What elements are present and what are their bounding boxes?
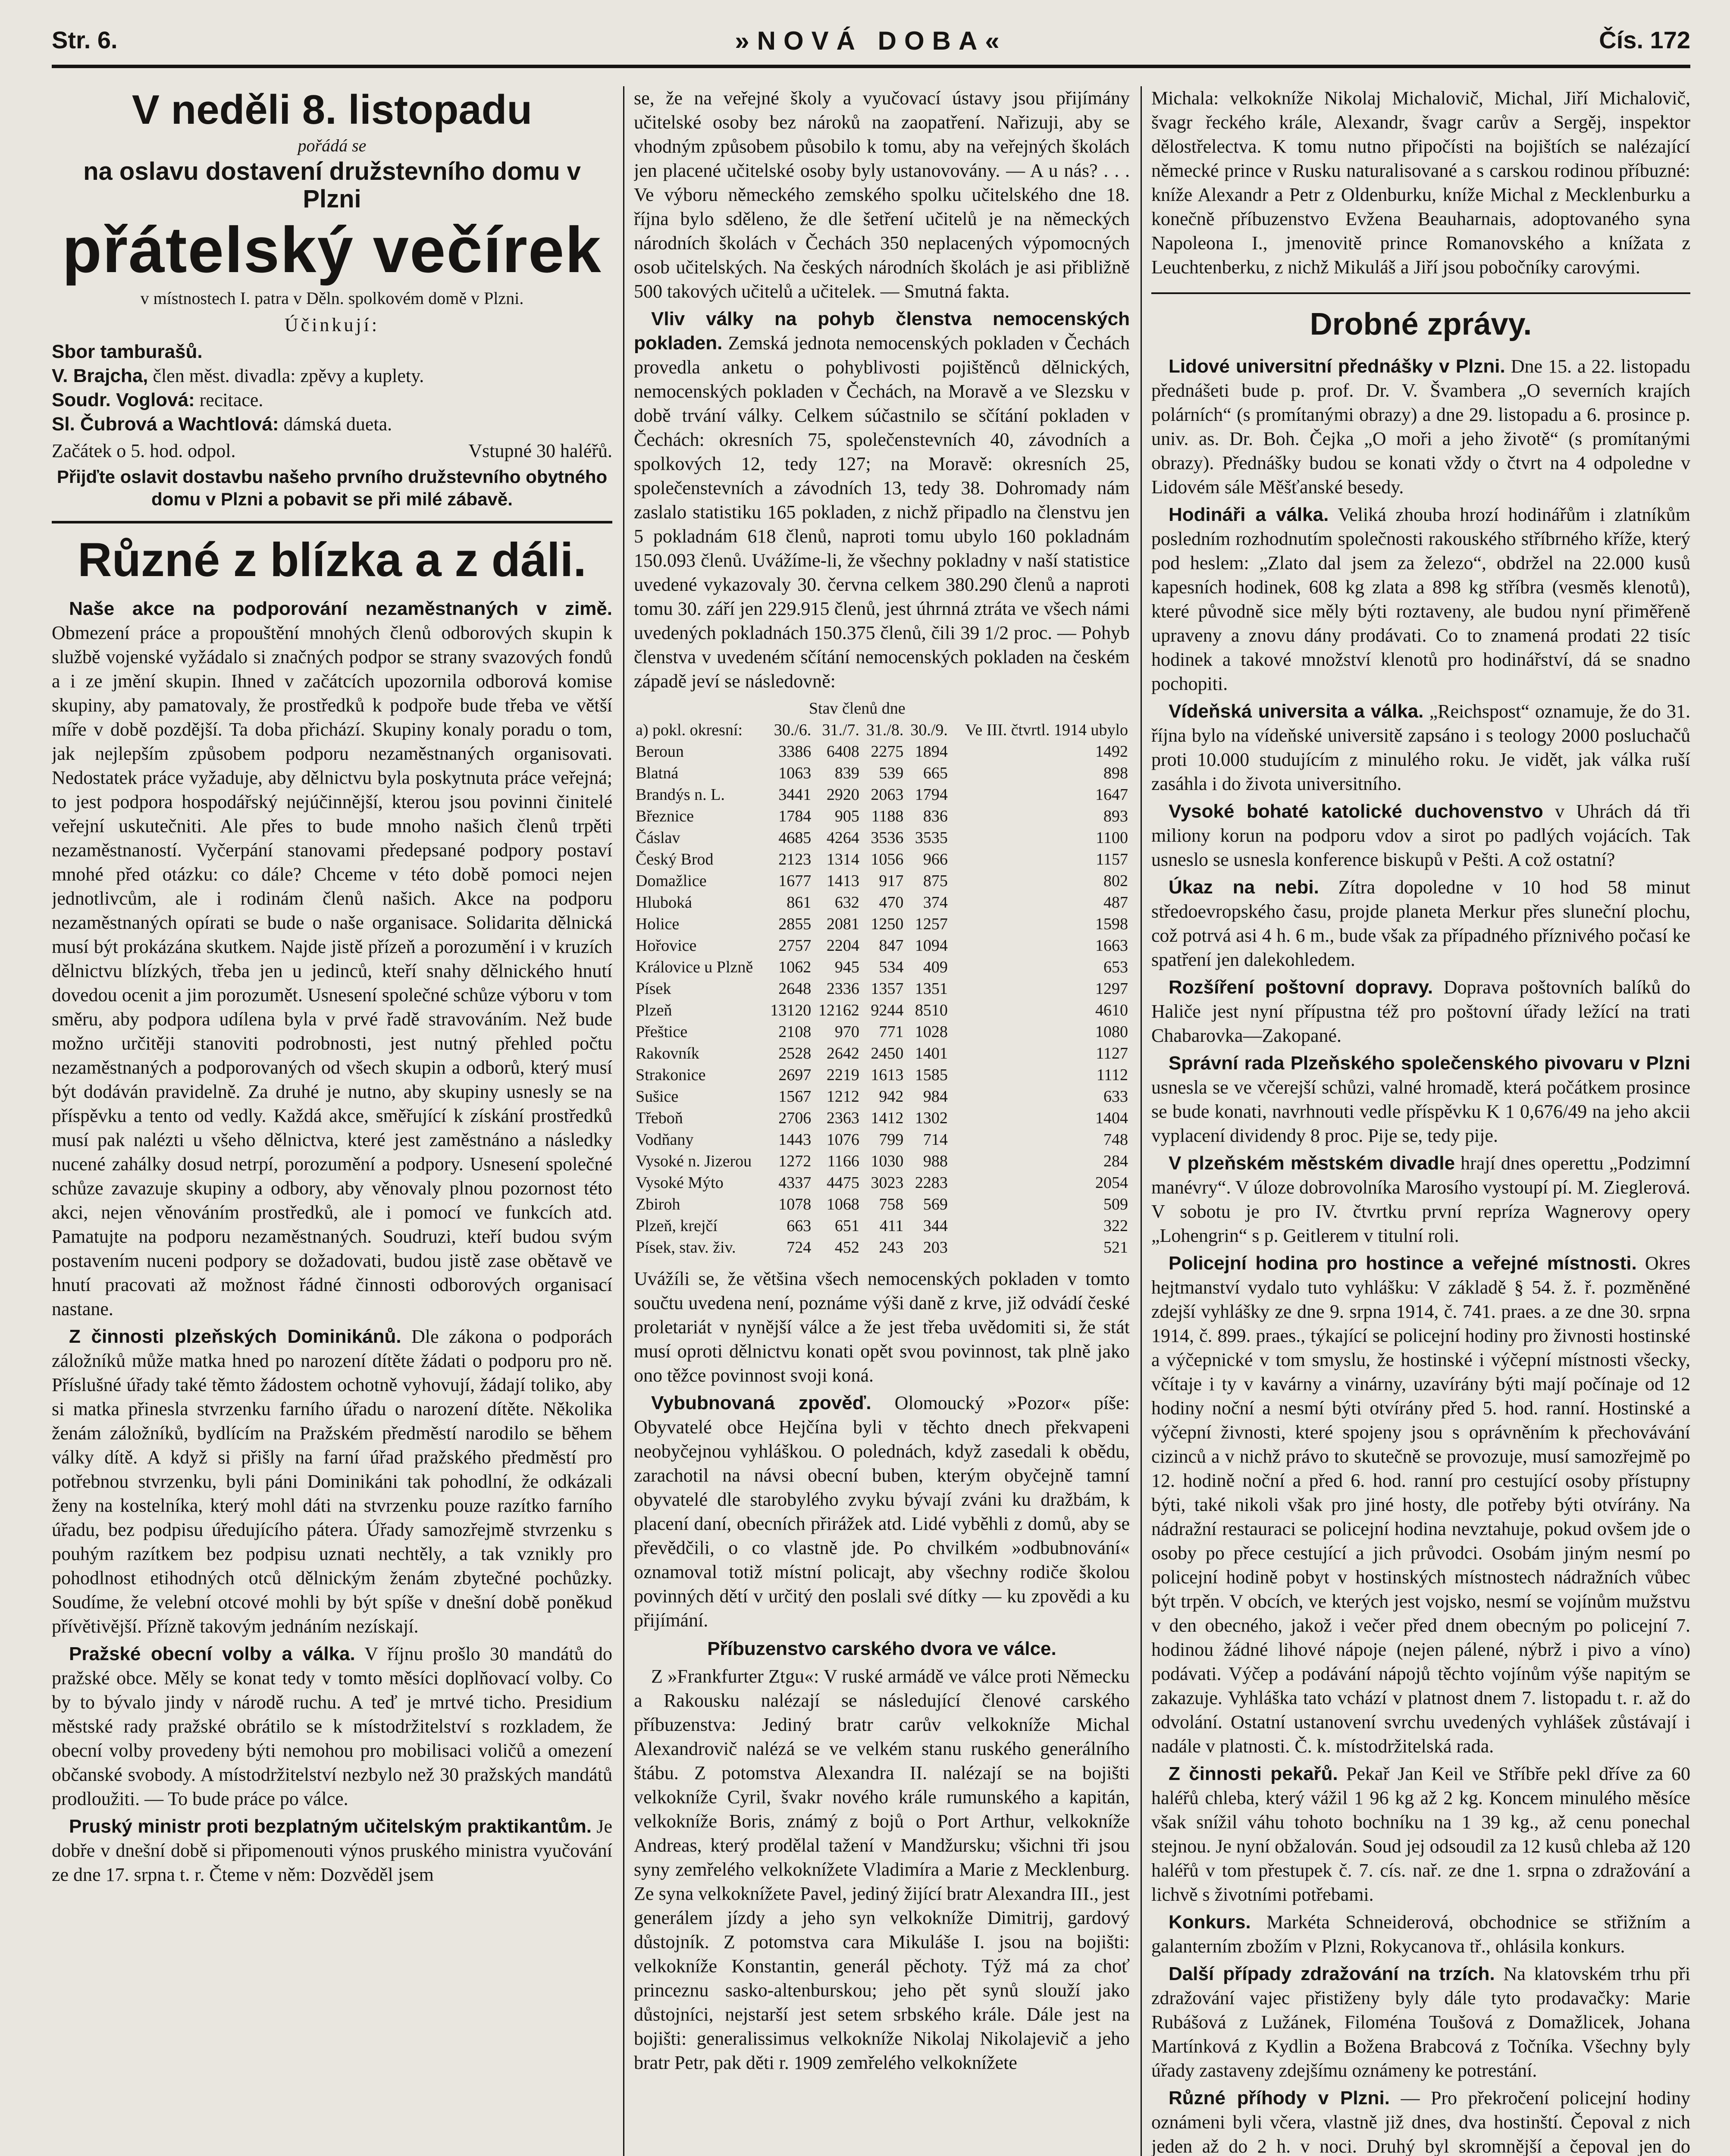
table-row xyxy=(634,892,1130,913)
table-cell-value: 13120 xyxy=(770,1001,812,1019)
table-cell-value: 988 xyxy=(923,1152,948,1170)
table-row xyxy=(634,870,1130,892)
table-cell-value: 569 xyxy=(923,1195,948,1213)
table-cell-value: 1076 xyxy=(826,1131,859,1149)
article-heading: Z činnosti plzeňských Dominikánů. xyxy=(69,1326,401,1347)
table-cell-value: 3386 xyxy=(778,743,812,761)
news-item-heading: Různé příhody v Plzni. xyxy=(1169,2087,1390,2109)
column-1 xyxy=(52,86,612,2156)
table-body xyxy=(634,741,1130,1258)
table-row xyxy=(634,1215,1130,1237)
table-cell-district: Zbiroh xyxy=(636,1195,680,1213)
table-cell-value: 1677 xyxy=(778,872,812,890)
table-cell-value: 4475 xyxy=(826,1174,859,1192)
table-cell-district: Beroun xyxy=(636,743,684,761)
issue-number: Čís. 172 xyxy=(1599,26,1690,53)
news-item-heading: Další případy zdražování na trzích. xyxy=(1169,1963,1495,1984)
table-cell-value: 1157 xyxy=(1096,850,1128,868)
table-cell-value: 2123 xyxy=(778,850,812,868)
table-cell-value: 4610 xyxy=(1095,1001,1128,1019)
table-row xyxy=(634,849,1130,870)
table-cell-value: 521 xyxy=(1103,1238,1128,1257)
table-row xyxy=(634,1150,1130,1172)
news-item-body: — Pro překročení policejní hodiny oznámeni byli včera, vlastně již dnes, dva hostinští. Čepoval z nich jeden až do 2 h. v noci. Druhý byl skromnější a čepoval jen do xyxy=(1151,2087,1690,2156)
ad-invitation: Přijďte oslavit dostavbu našeho prvního družstevního obytného domu v Plzni a pobavit se při milé zábavě. xyxy=(56,467,608,509)
table-cell-value: 1413 xyxy=(826,872,859,890)
table-cell-value: 1250 xyxy=(871,915,904,933)
table-cell-district: Královice u Plzně xyxy=(636,958,753,976)
table-cell-value: 771 xyxy=(879,1023,904,1041)
table-cell-district: Vysoké n. Jizerou xyxy=(636,1152,752,1170)
table-cell-value: 1212 xyxy=(826,1087,859,1106)
news-items xyxy=(1151,354,1690,2156)
article-heading: Pruský ministr proti bezplatným učitelským praktikantům. xyxy=(69,1816,592,1837)
table-cell-value: 1401 xyxy=(915,1044,948,1062)
table-cell-value: 2336 xyxy=(826,980,859,998)
table-cell-value: 1272 xyxy=(778,1152,812,1170)
table-cell-value: 2275 xyxy=(871,743,904,761)
news-item-body: Dne 15. a 22. listopadu přednášeti bude p. prof. Dr. V. Švambera „O severních krajích polárních“ (s promítanými obrazy) a dne 29. listopadu a 6. prosince p. univ. as. Dr. Boh. Čejka „O moři a jeho životě“ (s promítanými obrazy). Přednášky budou se konati vždy o čtvrt na 4 odpoledne v Lidovém sále Měšťanské besedy. xyxy=(1151,356,1690,498)
column-rule xyxy=(623,86,624,2156)
news-item-body: Pekař Jan Keil ve Stříbře pekl dříve za 60 haléřů chleba, který vážil 1 96 kg až 2 kg. Koncem minulého měsíce však snížil váhu tohoto bochníku na 1 39 kg., až cenu ponechal stejnou. Je nyní obžalován. Soud jej odsoudil za 12 kusů chleba až 120 haléřů v tom přestupek č. 7. cís. nař. ze dne 1. srpna o zdražování a lichvě s životními potřebami. xyxy=(1151,1763,1690,1905)
ad-participants-label: Účinkují: xyxy=(284,314,380,335)
table-row xyxy=(634,827,1130,849)
table-cell-value: 4264 xyxy=(826,829,859,847)
table-cell-value: 374 xyxy=(923,893,948,912)
table-row xyxy=(634,1021,1130,1043)
page-header xyxy=(52,17,1690,68)
news-item xyxy=(1151,2086,1690,2156)
news-item-heading: Konkurs. xyxy=(1169,1912,1251,1933)
news-item-body: Markéta Schneiderová, obchodnice se střižním a galanterním zbožím v Plzni, Rokycanova tř., ohlásila konkurs. xyxy=(1151,1912,1690,1957)
table-cell-value: 2528 xyxy=(778,1044,812,1062)
article-body: V říjnu prošlo 30 mandátů do pražské obce. Měly se konat tedy v tomto měsíci doplňovací volby. Co by to bývalo jindy v národě ruchu. A teď je mrtvé ticho. Presidium městské rady pražské obrátilo se k místodržitelství s rozkladem, že obecní volby provedeny býti nemohou pro mobilisaci voličů a omezení občanské svobody. A místodržitelství nezbylo než 30 pražských mandátů prodloužiti. — To bude práce po válce. xyxy=(52,1643,612,1809)
table-cell-value: 1894 xyxy=(915,743,948,761)
table-cell-value: 1663 xyxy=(1095,937,1128,955)
table-row xyxy=(634,1194,1130,1215)
column-rule xyxy=(1141,86,1142,2156)
table-cell-district: Hořovice xyxy=(636,937,697,955)
table-row xyxy=(634,935,1130,956)
table-cell-value: 1078 xyxy=(778,1195,812,1213)
news-item-heading: Lidové universitní přednášky v Plzni. xyxy=(1169,356,1505,377)
news-item-body: „Reichspost“ oznamuje, že do 31. října bylo na vídeňské universitě zapsáno i s teology 2000 posluchačů proti 10.000 studujícím z minulého roku. Je vidět, jak válka ruší zasáhla i do života universitního. xyxy=(1151,701,1690,794)
ad-entry-fee: Vstupné 30 haléřů. xyxy=(468,440,612,461)
table-cell-value: 2648 xyxy=(778,980,812,998)
article-heading: Vliv války na pohyb členstva nemocenských pokladen. xyxy=(634,308,1130,354)
table-cell-value: 748 xyxy=(1103,1131,1128,1149)
table-cell-value: 2855 xyxy=(778,915,812,933)
news-item-body: usnesla se ve včerejší schůzi, valné hromadě, která počátkem prosince se bude konati, navrhnouti vedle příspěvku K 1 0,676/49 na jeho akcii vyplacení dividendy 8 proc. Pije se, tedy pije. xyxy=(1151,1077,1690,1146)
table-row xyxy=(634,1043,1130,1064)
table-cell-value: 1056 xyxy=(871,850,904,868)
table-cell-value: 1188 xyxy=(871,807,904,825)
article-body: Olomoucký »Pozor« píše: Obyvatelé obce Hejčína byli v těchto dnech překvapeni neobyčejnou vyhláškou. O polednách, když zasedali k obědu, zarachotil na návsi obecní buben, kterým obyčejně tamní obyvatelé dle starobylého zvyku bývají zváni ku dražbám, k placení daní, obecních přirážek atd. Lidé vyběhli z domů, aby se převědčili, o co vlastně jde. Po chvilkém »odbubnování« oznamoval totiž místní policajt, aby všechny rodiče školou povinných dětí v určitý den poslali své dítky — ku zpovědi a ku přijímání. xyxy=(634,1392,1130,1631)
news-item xyxy=(1151,1151,1690,1248)
table-cell-value: 344 xyxy=(923,1217,948,1235)
table-cell-value: 1567 xyxy=(778,1087,812,1106)
news-item xyxy=(1151,1762,1690,1907)
news-item-heading: Policejní hodina pro hostince a veřejné místnosti. xyxy=(1169,1253,1637,1274)
table-cell-value: 1412 xyxy=(871,1109,904,1127)
column-3 xyxy=(1151,86,1690,2156)
table-cell-value: 1351 xyxy=(915,980,948,998)
table-cell-district: Blatná xyxy=(636,764,679,782)
table-cell-district: Vysoké Mýto xyxy=(636,1174,724,1192)
ad-performer: Sl. Čubrová a Wachtlová: dámská dueta. xyxy=(52,414,392,435)
table-cell-district: Plzeň, krejčí xyxy=(636,1217,718,1235)
table-cell-value: 1598 xyxy=(1095,915,1128,933)
table-cell-value: 2081 xyxy=(826,915,859,933)
table-cell-value: 898 xyxy=(1103,764,1128,782)
table-row xyxy=(634,1086,1130,1107)
news-item-body: hrají dnes operettu „Podzimní manévry“. V úloze dobrovolníka Marosího vystoupí pí. M. Zieglerová. V sobotu je pro IV. čtvrtku první repríza Wagnerovy opery „Lohengrin“ s p. Geitlerem v titulní roli. xyxy=(1151,1153,1690,1246)
table-cell-value: 322 xyxy=(1103,1217,1128,1235)
table-cell-district: Rakovník xyxy=(636,1044,699,1062)
table-cell-value: 966 xyxy=(923,850,948,868)
table-cell-value: 2642 xyxy=(826,1044,859,1062)
table-cell-value: 470 xyxy=(879,893,904,912)
table-cell-value: 1784 xyxy=(778,807,812,825)
table-cell-value: 1030 xyxy=(871,1152,904,1170)
masthead-title: »NOVÁ DOBA« xyxy=(735,26,1007,55)
table-cell-value: 1068 xyxy=(826,1195,859,1213)
table-cell-value: 1314 xyxy=(826,850,859,868)
table-caption: Stav členů dne xyxy=(809,699,906,718)
table-cell-district: Hluboká xyxy=(636,893,692,912)
news-item-heading: Správní rada Plzeňského společenského pivovaru v Plzni xyxy=(1169,1053,1690,1074)
table-cell-value: 1127 xyxy=(1096,1044,1128,1062)
table-cell-value: 2920 xyxy=(826,786,859,804)
ad-performer: Soudr. Voglová: recitace. xyxy=(52,389,263,411)
news-item xyxy=(1151,1962,1690,2083)
table-header: 31./8. xyxy=(866,721,904,739)
ad-start: Začátek o 5. hod. odpol. xyxy=(52,440,236,461)
table-cell-value: 758 xyxy=(879,1195,904,1213)
table-cell-value: 3535 xyxy=(915,829,948,847)
table-row xyxy=(634,1064,1130,1086)
table-cell-value: 1492 xyxy=(1095,743,1128,761)
event-advertisement xyxy=(52,86,612,523)
table-group-label: a) pokl. okresní: xyxy=(636,721,743,739)
table-row xyxy=(634,913,1130,935)
table-cell-value: 799 xyxy=(879,1131,904,1149)
news-item-heading: Hodináři a válka. xyxy=(1169,504,1329,525)
news-item-heading: Úkaz na nebi. xyxy=(1169,877,1319,898)
table-header: 30./6. xyxy=(774,721,812,739)
table-cell-value: 847 xyxy=(879,937,904,955)
news-item-body: Okres hejtmanství vydalo tuto vyhlášku: V základě § 54. ž. ř. pozměněné zdejší vyhlášky ze dne 9. srpna 1914, č. 741. praes. a ze dne 30. srpna 1914, č. 899. praes., týkající se policejní hodiny pro živnosti hostinské a výčepnické v tom smyslu, že hostinské i výčepní místnosti všecky, včítaje i ty v kavárny a vinárny, uzavírány býti mají počínaje od 12 hodiny noční a nesmí býti otvírány před 5. hod. ranní. Hostinské a výčepní živnosti, které spojeny jsou s oprávněním k přechovávání cizinců a v nichž právo to skutečně se provozuje, musí samozřejmě po 12. hodině noční a před 6. hod. ranní pro cestující osoby přístupny býti, také nikoli však pro jiné hosty, dle potřeby býti otvírány. Na nádražní restauraci se policejní hodina nevztahuje, pokud ovšem jde o osoby po přece cestující a jich průvodci. Osobám jiným nesmí po policejní hodině pobyt v hostinských místnostech nádražních vůbec být trpěn. V obcích, ve kterých jest vojsko, nesmí se vojínům mužstvu v den obecného, jakož i večer před dnem obecným po policejní 7. hodinou žádné lihové nápoje (nejen pálené, nýbrž i pivo a víno) podávati. Výčep a podávání nápojů těchto vojínům výše napitým se zakazuje. Vyhláška tato vchází v platnost dnem 7. listopadu t. r. až do odvolání. Ostatní ustanovení svrchu uvedených vyhlášek zůstávají i nadále v platnosti. Č. k. místodržitelská rada. xyxy=(1151,1253,1690,1757)
table-cell-value: 984 xyxy=(923,1087,948,1106)
table-cell-value: 1080 xyxy=(1095,1023,1128,1041)
table-cell-value: 1257 xyxy=(915,915,948,933)
news-item-heading: Z činnosti pekařů. xyxy=(1169,1763,1338,1784)
table-cell-value: 802 xyxy=(1103,872,1128,890)
news-item xyxy=(1151,503,1690,696)
table-cell-district: Březnice xyxy=(636,807,694,825)
table-cell-value: 2108 xyxy=(778,1023,812,1041)
table-cell-district: Plzeň xyxy=(636,1001,672,1019)
table-cell-value: 1094 xyxy=(915,937,948,955)
table-cell-value: 714 xyxy=(923,1131,948,1149)
page-number: Str. 6. xyxy=(52,26,118,53)
table-cell-value: 1100 xyxy=(1096,829,1128,847)
article-heading: Vybubnovaná zpověď. xyxy=(651,1392,871,1413)
news-item xyxy=(1151,354,1690,499)
article-body: Michala: velkokníže Nikolaj Michalovič, Michal, Jiří Michalovič, švagr řeckého krále, Alexandr, švagr carův a Sergěj, inspektor dělostřelectva. K tomu nutno připočísti na bojištích se nalézající německé prince v Rusku naturalisované a s carskou rodinou příbuzné: kníže Alexandr a Petr z Oldenburku, kníže Michal z Mecklenburku a konečně příbuzenstvo Evžena Beauharnais, adoptovaného syna Napoleona I., jmenovitě prince Romanovského a knížata z Leuchtenberku, z nichž Mikuláš a Jiří jsou pobočníky carovými. xyxy=(1151,88,1690,278)
table-cell-value: 724 xyxy=(787,1238,812,1257)
table-header: Ve III. čtvrtl. 1914 ubylo xyxy=(965,721,1128,739)
table-cell-value: 2363 xyxy=(826,1109,859,1127)
table-cell-district: Třeboň xyxy=(636,1109,683,1127)
table-header: 30./9. xyxy=(910,721,948,739)
table-cell-value: 839 xyxy=(834,764,859,782)
table-row xyxy=(634,956,1130,978)
table-cell-value: 9244 xyxy=(871,1001,904,1019)
ad-subline: pořádá se xyxy=(298,136,367,155)
table-cell-value: 861 xyxy=(787,893,812,912)
table-cell-value: 1794 xyxy=(915,786,948,804)
table-cell-value: 3536 xyxy=(871,829,904,847)
table-cell-district: Vodňany xyxy=(636,1131,694,1149)
article-heading: Pražské obecní volby a válka. xyxy=(69,1643,355,1664)
table-cell-district: Brandýs n. L. xyxy=(636,786,725,804)
ad-venue: v místnostech I. patra v Děln. spolkovém domě v Plzni. xyxy=(140,288,524,308)
membership-table xyxy=(634,698,1130,1258)
article-body: Obmezení práce a propouštění mnohých členů odborových skupin k službě vojenské vyžádalo si značných podpor se strany svazových fondů a i ze jmění skupin. Ihned v začátcích upozornila odborová komise skupiny, aby pamatovaly, že prostředků k podpoře bude třeba ve větší míře v době pozdější. Ta doba přichází. Skupiny konaly poradu o tom, jak nejlepším způsobem podporu nezaměstnaných organisovati. Nedostatek práce vyžaduje, aby dělnictvu byla poskytnuta práce veřejná; to jest podpora hospodářský nejúčinnější, kterou jsou povinni činitelé veřejní uskutečniti. Ale přes to bude mnoho našich členů trpěti nezaměstnaností. Vyčerpání stanovami předepsané podpory postaví mnohé před otázku: co dále? Chceme v této době pomoci nejen jednotlivcům, ale i rodinám členů našich. Akce na podporu nezaměstnaných opírati se bude o naše organisace. Solidarita dělnická musí být prokázána skutkem. Najde jistě přízeň a porozumění i v kruzích dělnictvu blízkých, třeba jen u jedinců, kteří snahy dělnického hnutí dovedou ocenit a jim porozumět. Usnesení společné schůze výboru v tom směru, aby podpora udílena byla v prvé řadě stravováním. Než bude možno určitěji stanoviti podrobnosti, jest nutný přehled počtu nezaměstnaných a podporovaných od všech skupin a odborů, který musí být dodáván pravidelně. Za druhé je nutno, aby skupiny usnesly se na příspěvku a tento od vedly. Každá akce, směřující k získání prostředků musí pak nalézti u všeho dělnictva, které jest zaměstnáno a následky nucené zahálky dosud netrpí, porozumění a podpory. Usnesení společné schůze zavazuje skupiny a odbory, aby věnovaly plnou pozornost této akci, nejen věnováním prostředků, ale i pomocí ve funkcích atd. Pamatujte na podporu nezaměstnaných. Soudruzi, kteří budou svým postavením nuceni podpory se dožadovati, budou jistě zase obětavě ve hnutí pracovati až možnost řádné činnosti odborových organisací nastane. xyxy=(52,622,612,1319)
table-row xyxy=(634,978,1130,1000)
table-cell-value: 452 xyxy=(834,1238,859,1257)
table-cell-value: 905 xyxy=(834,807,859,825)
news-item-body: v Uhrách dá tři miliony korun na podporu vdov a sirot po padlých vojácích. Tak usneslo se usnesla konference biskupů v Pešti. A což ostatní? xyxy=(1151,801,1690,870)
table-cell-value: 1443 xyxy=(778,1131,812,1149)
table-cell-value: 3441 xyxy=(778,786,812,804)
table-row xyxy=(634,1172,1130,1194)
table-cell-value: 875 xyxy=(923,872,948,890)
table-cell-value: 203 xyxy=(923,1238,948,1257)
table-cell-value: 917 xyxy=(879,872,904,890)
table-cell-value: 1297 xyxy=(1095,980,1128,998)
table-cell-value: 2063 xyxy=(871,786,904,804)
table-row xyxy=(634,1237,1130,1258)
table-row xyxy=(634,1000,1130,1021)
table-cell-value: 942 xyxy=(879,1087,904,1106)
news-item xyxy=(1151,875,1690,972)
table-cell-value: 6408 xyxy=(826,743,859,761)
table-cell-district: Domažlice xyxy=(636,872,707,890)
table-row xyxy=(634,1107,1130,1129)
news-item-heading: Rozšíření poštovní dopravy. xyxy=(1169,977,1433,998)
table-cell-value: 12162 xyxy=(818,1001,859,1019)
news-item-body: Na klatovském trhu při zdražování vajec přistiženy byly dále tyto prodavačky: Marie Rubášová z Lužánek, Filoména Toušová z Domažlicek, Johana Martínková z Kydlin a Božena Brabcová z Točníka. Všechny byly úřady zastaveny zdejšímu oznámeny ke potrestání. xyxy=(1151,1963,1690,2081)
news-item xyxy=(1151,1910,1690,1959)
table-cell-value: 2706 xyxy=(778,1109,812,1127)
table-cell-district: Písek, stav. živ. xyxy=(636,1238,736,1257)
article-body: Zemská jednota nemocenských pokladen v Čechách provedla anketu o pohyblivosti pojištěnců dělnických, nemocenských pokladen v Čechách, na Moravě a ve Slezsku v době trvání války. Celkem súčastnilo se sčítání pokladen v Čechách: okresních 75, společenstevních 40, závodních a spolkových 12, tedy 127; na Moravě: okresních 25, společenstevních a závodních 13, tedy 38. Dohromady nám zaslalo statistiku 165 pokladen, z nichž připadlo na členstvu jen 5 pokladnám 618 členů, naproti tomu ubylo 160 pokladnám 150.093 členů. Uvážíme-li, že všechny pokladny v naší statistice uvedené vykazovaly 30. června celkem 380.290 členů a naproti tomu 30. září jen 229.915 členů, jest úhrnná ztráta ve všech námi uvedených pokladnách 150.375 členů, čili 39 1/2 proc. — Pohyb členstva v uvedeném sčítání nemocenských pokladen na českém západě jeví se následovně: xyxy=(634,332,1130,692)
table-cell-value: 2283 xyxy=(915,1174,948,1192)
ad-times xyxy=(52,439,612,463)
table-cell-value: 1062 xyxy=(778,958,812,976)
table-cell-value: 2054 xyxy=(1095,1174,1128,1192)
column-2 xyxy=(634,86,1130,2156)
ad-performer: Sbor tamburašů. xyxy=(52,341,203,362)
table-cell-value: 893 xyxy=(1103,807,1128,825)
news-item xyxy=(1151,699,1690,796)
table-cell-value: 1112 xyxy=(1096,1066,1128,1084)
table-cell-value: 1647 xyxy=(1095,786,1128,804)
table-cell-value: 4685 xyxy=(778,829,812,847)
table-cell-value: 2450 xyxy=(871,1044,904,1062)
news-item xyxy=(1151,799,1690,872)
section-title: Různé z blízka a z dáli. xyxy=(78,533,586,586)
table-cell-value: 487 xyxy=(1103,893,1128,912)
table-cell-value: 632 xyxy=(834,893,859,912)
news-item xyxy=(1151,1051,1690,1148)
ad-performer: V. Brajcha, člen měst. divadla: zpěvy a kuplety. xyxy=(52,365,424,386)
table-cell-district: Český Brod xyxy=(636,850,714,868)
news-item-heading: Vídeňská universita a válka. xyxy=(1169,701,1424,722)
table-cell-value: 1063 xyxy=(778,764,812,782)
news-item-heading: V plzeňském městském divadle xyxy=(1169,1153,1455,1174)
table-cell-district: Strakonice xyxy=(636,1066,706,1084)
table-cell-district: Sušice xyxy=(636,1087,679,1106)
table-cell-value: 539 xyxy=(879,764,904,782)
table-cell-value: 3023 xyxy=(871,1174,904,1192)
table-cell-value: 1357 xyxy=(871,980,904,998)
news-item-body: Zítra dopoledne v 10 hod 58 minut středoevropského času, projde planeta Merkur přes sluneční plochu, což potrvá asi 4 h. 6 m., bude však za případného příznivého počasí ke spatření jen dalekohledem. xyxy=(1151,877,1690,970)
table-cell-value: 509 xyxy=(1103,1195,1128,1213)
news-item-body: Doprava poštovních balíků do Haliče jest nyní přípustna též pro poštovní úřady ležící na trati Chabarovka—Zakopané. xyxy=(1151,977,1690,1046)
news-item xyxy=(1151,975,1690,1048)
section-title: Drobné zprávy. xyxy=(1151,292,1690,346)
article-body: Z »Frankfurter Ztgu«: V ruské armádě ve válce proti Německu a Rakousku nalézají se následující členové carského příbuzenstva: Jediný bratr carův velkokníže Michal Alexandrovič nalézá se ve velkém stanu ruského generálního štábu. Z potomstva Alexandra II. nalézají se na bojišti velkokníže Cyril, švakr nového krále rumunského a kapitán, velkokníže Boris, známý z bojů o Port Arthur, velkokníže Andreas, který prodělal tažení v Mandžursku; všichni tři jsou syny zemřelého velkoknížete Vladimíra a Marie z Mecklenburg. Ze syna velkoknížete Pavel, jediný žijící bratr Alexandra III., jest generálem jízdy a jeho syn velkokníže Dimitrij, gardový důstojník. Z potomstva cara Mikuláše I. jsou na bojišti: velkokníže Konstantin, generál pěchoty. Týž má za choť princeznu sasko-altenburskou; jeho pět synů slouží jako důstojníci, nejstarší jest setem srbského krále. Dále jest na bojišti: generalissimus velkokníže Nikolaj Nikolajevič a jeho bratr Petr, pak děti r. 1909 zemřelého velkoknížete xyxy=(634,1666,1130,2073)
table-cell-value: 409 xyxy=(923,958,948,976)
table-cell-value: 665 xyxy=(923,764,948,782)
table-row xyxy=(634,1129,1130,1150)
article-body: Je dobře v dnešní době si připomenouti výnos pruského ministra vyučování ze dne 17. srpna t. r. Čteme v něm: Dozvěděl jsem xyxy=(52,1816,612,1885)
table-cell-value: 1404 xyxy=(1095,1109,1128,1127)
table-cell-value: 653 xyxy=(1103,958,1128,976)
table-cell-value: 4337 xyxy=(778,1174,812,1192)
table-cell-district: Písek xyxy=(636,980,671,998)
ad-headline: V neděli 8. listopadu xyxy=(132,87,533,133)
table-cell-value: 970 xyxy=(834,1023,859,1041)
table-header: 31./7. xyxy=(822,721,859,739)
table-cell-value: 2219 xyxy=(826,1066,859,1084)
table-cell-district: Přeštice xyxy=(636,1023,688,1041)
table-cell-value: 836 xyxy=(923,807,948,825)
table-cell-value: 1028 xyxy=(915,1023,948,1041)
table-row xyxy=(634,805,1130,827)
article-body: Dle zákona o podporách záložníků může matka hned po narození dítěte žádati o podporu pro ně. Příslušné úřady také těmto žádostem ochotně vyhovují, žádají toliko, aby si matka přinesla stvrzenku farního úřadu o narození dítěte. Několika ženám záložníků, bydlícím na Pražském předměstí narodilo se během války dítě. A když si přišly na farní úřad pražského předměstí pro potřebnou stvrzenku, byli páni Dominikáni tak pohodlní, že odkázali ženy na kostelníka, který mohl dáti na stvrzenku pouze razítko farního úřadu, bez podpisu úředujícího pátera. Úřady samozřejmě stvrzenku s pouhým razítkem bez podpisu uznati nechtěly, a tak vznikly pro pohodlnost etihodných otců dělnickým ženám zbytečné pochůzky. Soudíme, že velební otcové mohli by být spíše v dnešní době poněkud přívětivější. Přízně takovým jednáním nezískají. xyxy=(52,1326,612,1637)
table-row xyxy=(634,741,1130,762)
table-cell-value: 411 xyxy=(879,1217,904,1235)
table-cell-value: 2697 xyxy=(778,1066,812,1084)
table-cell-value: 8510 xyxy=(915,1001,948,1019)
table-row xyxy=(634,784,1130,805)
news-item-heading: Vysoké bohaté katolické duchovenstvo xyxy=(1169,801,1543,822)
article-body: se, že na veřejné školy a vyučovací ústavy jsou přijímány učitelské osoby bez nároků na zaopatření. Nařizuji, aby se vhodným způsobem působilo k tomu, aby na veřejných školách jen placené učitelské osoby byly ustanovovány. — A u nás? . . . Ve výboru německého zemského spolku učitelského dne 18. října bylo sděleno, že dle šetření učitelů je na německých národních školách v Čechách 350 neplacených výpomocných osob učitelských. Na českých národních školách je asi přibližně 500 takových učitelů a učitelek. — Smutná fakta. xyxy=(634,88,1130,302)
ad-occasion: na oslavu dostavení družstevního domu v Plzni xyxy=(83,157,581,213)
table-cell-district: Holice xyxy=(636,915,680,933)
table-cell-value: 2204 xyxy=(826,937,859,955)
ad-event-name: přátelský večírek xyxy=(62,213,602,286)
table-cell-value: 1302 xyxy=(915,1109,948,1127)
table-cell-value: 663 xyxy=(787,1217,812,1235)
article-heading: Naše akce na podporování nezaměstnaných v zimě. xyxy=(69,598,612,619)
table-row xyxy=(634,762,1130,784)
table-cell-value: 1613 xyxy=(871,1066,904,1084)
news-item xyxy=(1151,1251,1690,1758)
table-cell-value: 651 xyxy=(834,1217,859,1235)
news-item-body: Veliká zhouba hrozí hodinářům i zlatníkům posledním rozhodnutím společnosti rakouského stříbrného kříže, který pod heslem: „Zlato dal jsem za železo“, obdržel na 22.000 kusů kapesních hodinek, 608 kg zlata a 898 kg stříbra (vesměs klenotů), které původně sice měly býti roztaveny, ale budou nyní přiměřeně upraveny a znovu dány prodávati. Co to znamená prodati 22 tisíc hodinek a takové množství klenotů pro hodinářství, dá se snadno pochopiti. xyxy=(1151,504,1690,694)
table-cell-value: 1166 xyxy=(827,1152,859,1170)
table-cell-value: 1585 xyxy=(915,1066,948,1084)
table-cell-value: 2757 xyxy=(778,937,812,955)
table-cell-district: Čáslav xyxy=(636,829,680,847)
article-heading: Příbuzenstvo carského dvora ve válce. xyxy=(707,1638,1056,1659)
article-body: Uvážíli se, že většina všech nemocenských pokladen v tomto součtu uvedena není, poznáme výši daně z krve, již odvádí české proletariát v nynější válce a že jest třeba uvědomiti si, že stát musí oproti dělnictvu konati opět svou povinnost, tak plně jako ono těžce povinnost svoji koná. xyxy=(634,1268,1130,1386)
table-cell-value: 945 xyxy=(834,958,859,976)
table-cell-value: 243 xyxy=(879,1238,904,1257)
table-cell-value: 633 xyxy=(1103,1087,1128,1106)
table-cell-value: 534 xyxy=(879,958,904,976)
table-cell-value: 284 xyxy=(1103,1152,1128,1170)
